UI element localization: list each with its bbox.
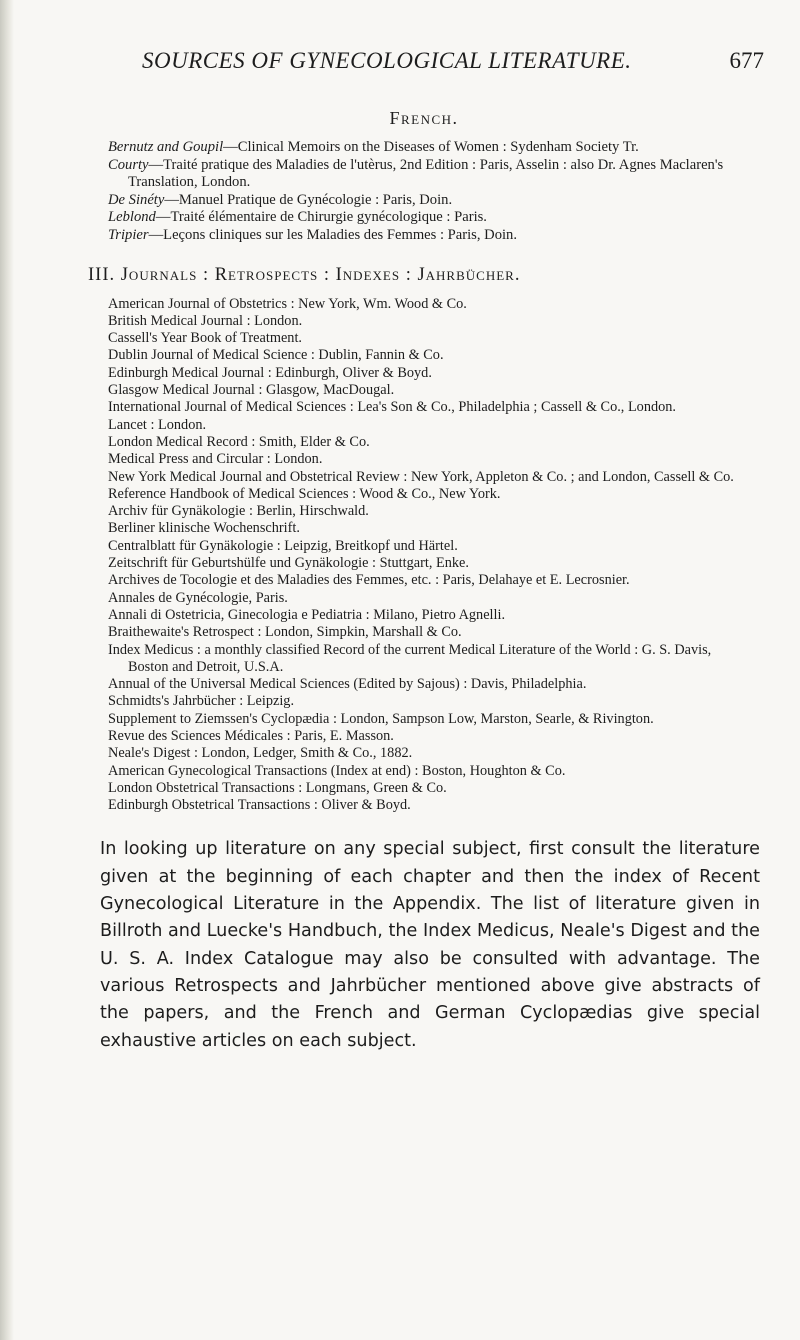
journal-entry: Schmidts's Jahrbücher : Leipzig. — [108, 693, 295, 710]
french-entries — [108, 139, 740, 245]
journal-entry: International Journal of Medical Sciences : Lea's Son & Co., Philadelphia ; Cassell & Co., London. — [108, 399, 676, 416]
page — [88, 48, 764, 1072]
journal-entry: Revue des Sciences Médicales : Paris, E. Masson. — [108, 727, 394, 744]
journal-entry: British Medical Journal : London. — [108, 312, 303, 329]
journal-entries — [108, 296, 740, 815]
running-title: SOURCES OF GYNECOLOGICAL LITERATURE. — [142, 48, 632, 73]
journal-entry: London Obstetrical Transactions : Longmans, Green & Co. — [108, 779, 447, 796]
journal-entry: Lancet : London. — [108, 416, 207, 433]
journal-entry: New York Medical Journal and Obstetrical Review : New York, Appleton & Co. ; and London, Cassell & Co. — [108, 468, 734, 485]
journal-entry: Cassell's Year Book of Treatment. — [108, 330, 302, 347]
journals-heading: III. Journals : Retrospects : Indexes : Jahrbücher. — [88, 264, 521, 285]
journal-entry: Zeitschrift für Geburtshülfe und Gynäkologie : Stuttgart, Enke. — [108, 555, 469, 572]
french-entry: Bernutz and Goupil—Clinical Memoirs on the Diseases of Women : Sydenham Society Tr. — [108, 139, 639, 155]
journal-entry: Centralblatt für Gynäkologie : Leipzig, Breitkopf und Härtel. — [108, 537, 458, 554]
journal-entry: Neale's Digest : London, Ledger, Smith & Co., 1882. — [108, 745, 413, 762]
closing-paragraph: In looking up literature on any special subject, first consult the literature given at the beginning of each chapter and then the index of Recent Gynecological Literature in the Appendix. The list of literature given in Billroth and Luecke's Handbuch, the Index Medicus, Neale's Digest and the U. S. A. Index Catalogue may also be consulted with advantage. The various Retrospects and Jahrbücher mentioned above give abstracts of the papers, and the French and German Cyclopædias give special exhaustive articles on each subject. — [100, 839, 760, 1051]
journal-entry: Annali di Ostetricia, Ginecologia e Pediatria : Milano, Pietro Agnelli. — [108, 606, 506, 623]
journal-entry: American Gynecological Transactions (Index at end) : Boston, Houghton & Co. — [108, 762, 566, 779]
journal-entry: Supplement to Ziemssen's Cyclopædia : London, Sampson Low, Marston, Searle, & Rivington. — [108, 710, 654, 727]
journal-entry: Dublin Journal of Medical Science : Dublin, Fannin & Co. — [108, 347, 444, 364]
french-entry: De Sinéty—Manuel Pratique de Gynécologie : Paris, Doin. — [108, 191, 453, 208]
french-entry: Leblond—Traité élémentaire de Chirurgie gynécologique : Paris. — [108, 209, 487, 226]
journal-entry: Glasgow Medical Journal : Glasgow, MacDougal. — [108, 382, 395, 399]
running-head — [108, 48, 764, 88]
french-entry: Tripier—Leçons cliniques sur les Maladies des Femmes : Paris, Doin. — [108, 226, 517, 243]
journal-entry: American Journal of Obstetrics : New York, Wm. Wood & Co. — [108, 295, 467, 312]
journal-entry: London Medical Record : Smith, Elder & Co. — [108, 433, 370, 450]
journal-entry: Edinburgh Medical Journal : Edinburgh, Oliver & Boyd. — [108, 364, 432, 381]
journal-entry: Reference Handbook of Medical Sciences : Wood & Co., New York. — [108, 485, 501, 502]
french-entry: Courty—Traité pratique des Maladies de l'utèrus, 2nd Edition : Paris, Asselin : also Dr. Agnes Maclaren's Translation, London. — [108, 156, 724, 191]
journal-entry: Edinburgh Obstetrical Transactions : Oliver & Boyd. — [108, 797, 411, 814]
journal-entry: Archives de Tocologie et des Maladies des Femmes, etc. : Paris, Delahaye et E. Lecrosnier. — [108, 572, 630, 589]
journal-entry: Medical Press and Circular : London. — [108, 451, 323, 468]
journal-entry: Annual of the Universal Medical Sciences (Edited by Sajous) : Davis, Philadelphia. — [108, 676, 587, 693]
book-spine-shadow — [0, 0, 14, 1340]
journal-entry: Annales de Gynécologie, Paris. — [108, 589, 288, 606]
journal-entry: Archiv für Gynäkologie : Berlin, Hirschwald. — [108, 503, 369, 520]
journal-entry: Index Medicus : a monthly classified Record of the current Medical Literature of the World : G. S. Davis, Boston and Detroit, U.S.A. — [108, 641, 712, 675]
page-number: 677 — [729, 48, 764, 73]
journal-entry: Braithewaite's Retrospect : London, Simpkin, Marshall & Co. — [108, 624, 462, 641]
french-heading: French. — [389, 108, 459, 128]
journal-entry: Berliner klinische Wochenschrift. — [108, 520, 300, 537]
